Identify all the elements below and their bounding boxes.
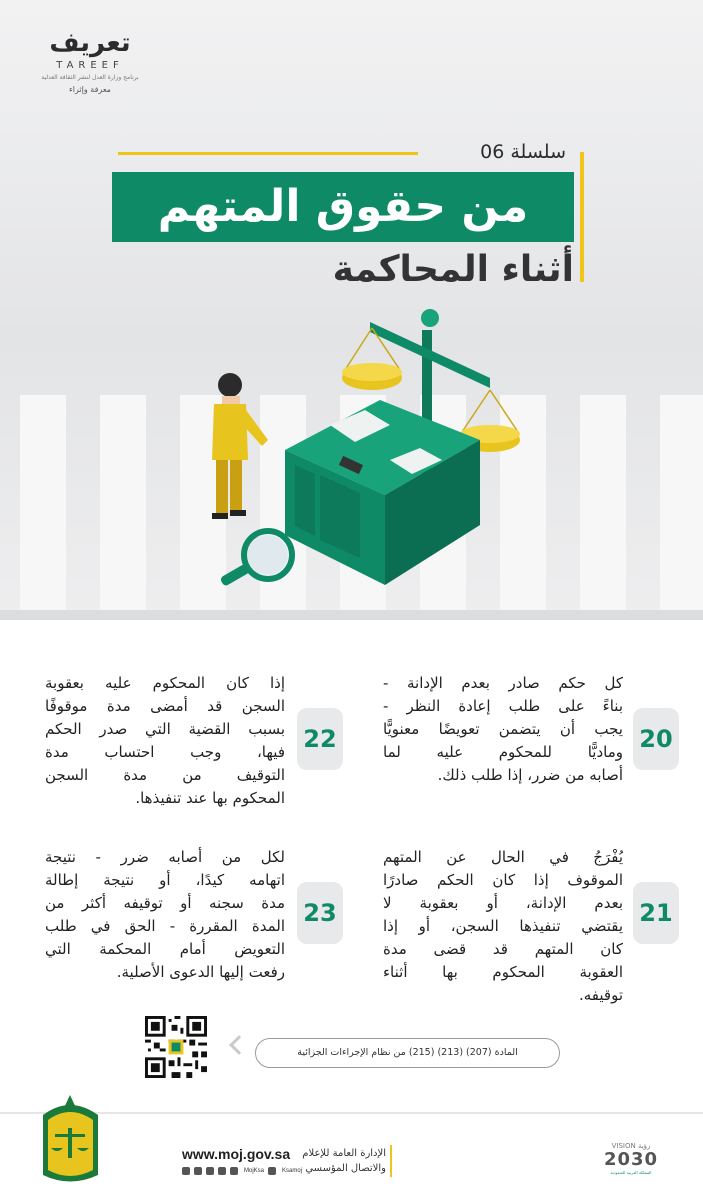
title-accent-bar (580, 152, 584, 282)
text-line: التوقيف من مدة السجن (45, 766, 285, 784)
text-line: المحكوم بها عند تنفيذها. (135, 789, 285, 807)
text-line: أصابه من ضرر، إذا طلب ذلك. (437, 766, 623, 784)
text-line: المدة المقررة - الحق في طلب (45, 917, 285, 935)
instagram-icon[interactable] (194, 1167, 202, 1175)
footer-accent-bar (390, 1145, 392, 1177)
department-line: والاتصال المؤسسي (305, 1163, 386, 1174)
youtube-icon[interactable] (218, 1167, 226, 1175)
series-underline (118, 152, 418, 155)
logo-english: TAREEF (56, 60, 124, 71)
desk-icon (285, 400, 480, 585)
vision-subtitle: المملكة العربية السعودية (610, 1170, 652, 1175)
page-title: من حقوق المتهم (112, 172, 574, 242)
text-line: فيها، وجب احتساب مدة (45, 743, 285, 761)
article-text (45, 672, 285, 810)
text-line: مدة سجنه أو توقيفه أكثر من (45, 894, 285, 912)
text-line: إذا كان المحكوم عليه بعقوبة (45, 674, 285, 692)
person-icon (212, 373, 268, 519)
text-line: كان المتهم قد قضى مدة (383, 940, 623, 958)
tiktok-icon[interactable] (268, 1167, 276, 1175)
legal-reference: المادة (207) (213) (215) من نظام الإجراءات الجزائية (255, 1038, 560, 1068)
text-line: اتهامه كيدًا، أو نتيجة إطالة (45, 871, 285, 889)
linkedin-icon[interactable] (230, 1167, 238, 1175)
article-number: 22 (297, 708, 343, 770)
text-line: يقتضي تنفيذها السجن، أو إذا (383, 917, 623, 935)
text-line: لكل من أصابه ضرر - نتيجة (45, 848, 285, 866)
text-line: رفعت إليها الدعوى الأصلية. (116, 963, 285, 981)
text-line: العقوبة المحكوم بها أثناء (383, 963, 623, 981)
article-number: 23 (297, 882, 343, 944)
text-line: الموقوف إذا كان الحكم صادرًا (383, 871, 623, 889)
article-text (383, 672, 623, 787)
text-line: كل حكم صادر بعدم الإدانة - (383, 674, 623, 692)
courtroom-illustration (190, 300, 550, 600)
vision-year: 2030 (603, 1149, 659, 1170)
vision-label: VISION رؤية (611, 1142, 651, 1150)
logo-tagline: معرفة وإثراء (69, 85, 111, 94)
tareef-logo (40, 30, 140, 94)
text-line: التعويض أمام المحكمة التي (45, 940, 285, 958)
social-handle: Ksamoj (282, 1168, 303, 1174)
text-line: بسبب القضية التي صدر الحكم (45, 720, 285, 738)
text-line: بعدم الإدانة، أو بعقوبة لا (383, 894, 623, 912)
text-line: وماديًّا للمحكوم عليه لما (383, 743, 623, 761)
page-subtitle: أثناء المحاكمة (332, 249, 574, 290)
text-line: يجب أن يتضمن تعويضًا معنويًّا (383, 720, 623, 738)
text-line: توقيفه. (578, 986, 623, 1004)
series-label (118, 141, 578, 165)
department-name (300, 1146, 386, 1176)
series-text: سلسلة 06 (480, 141, 566, 163)
twitter-icon[interactable] (182, 1167, 190, 1175)
social-links (182, 1165, 302, 1177)
department-line: الإدارة العامة للإعلام (302, 1148, 386, 1159)
article-number: 21 (633, 882, 679, 944)
logo-subtitle: برنامج وزارة العدل لنشر الثقافة العدلية (41, 74, 139, 81)
text-line: بناءً على طلب إعادة النظر - (383, 697, 623, 715)
chevron-left-icon (229, 1035, 249, 1055)
text-line: السجن قد أمضى مدة موقوفًا (45, 697, 285, 715)
vision-2030-logo (600, 1142, 662, 1175)
social-handle: MojKsa (244, 1168, 265, 1174)
article-number: 20 (633, 708, 679, 770)
article-text (383, 846, 623, 1007)
article-text (45, 846, 285, 984)
magnifying-glass-icon (220, 531, 292, 587)
qr-code[interactable] (145, 1016, 207, 1078)
ministry-of-justice-emblem (33, 1090, 108, 1190)
logo-arabic: تعريف (49, 28, 131, 58)
website-link[interactable]: www.moj.gov.sa (182, 1146, 291, 1162)
snapchat-icon[interactable] (206, 1167, 214, 1175)
floor-strip (0, 610, 703, 620)
text-line: يُفْرَجُ في الحال عن المتهم (383, 848, 623, 866)
